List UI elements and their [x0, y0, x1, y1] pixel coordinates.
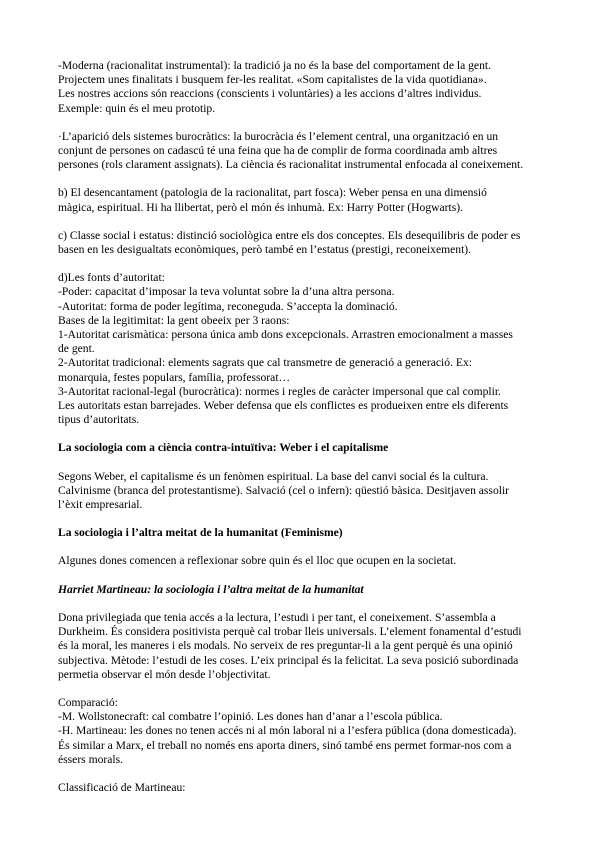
- text-line: -Autoritat: forma de poder legítima, reconeguda. S’accepta la dominació.: [58, 299, 398, 313]
- text-line: monarquia, festes populars, família, professorat…: [58, 370, 291, 384]
- text-line: Bases de la legitimitat: la gent obeeix per 3 raons:: [58, 313, 290, 327]
- text-line: Dona privilegiada que tenia accés a la lectura, l’estudi i per tant, el coneixement. S’assembla a: [58, 610, 496, 624]
- paragraph-comparacio: [58, 696, 548, 767]
- text-line: màgica, espiritual. Hi ha llibertat, però el món és inhumà. Ex: Harry Potter (Hogwarts).: [58, 200, 464, 214]
- section-heading-feminisme: La sociologia i l’altra meitat de la humanitat (Feminisme): [58, 526, 343, 540]
- text-line: Les nostres accions són reaccions (conscients i voluntàries) a les accions d’altres individus.: [58, 87, 482, 101]
- text-line: permetia observar el món desde l’objectivitat.: [58, 667, 271, 681]
- text-line: d)Les fonts d’autoritat:: [58, 271, 165, 285]
- paragraph-desencantament: [58, 186, 548, 214]
- text-line: de gent.: [58, 342, 95, 356]
- text-line: persones (rols clarament assignats). La ciència és racionalitat instrumental enfocada al coneixement.: [58, 158, 524, 172]
- text-line: és la moral, les maneres i els modals. No serveix de res preguntar-li a la gent perquè és una opinió: [58, 639, 513, 653]
- text-line: l’èxit empresarial.: [58, 498, 143, 512]
- paragraph-classificacio: [58, 781, 548, 795]
- paragraph-martineau: [58, 611, 548, 682]
- text-line: Exemple: quin és el meu prototip.: [58, 101, 216, 115]
- paragraph-burocracia: [58, 130, 548, 173]
- text-line: b) El desencantament (patologia de la racionalitat, part fosca): Weber pensa en una dimensió: [58, 186, 487, 200]
- document-page: [58, 59, 548, 795]
- text-line: Algunes dones comencen a reflexionar sobre quin és el lloc que ocupen en la societat.: [58, 554, 457, 568]
- text-line: basen en les desigualtats econòmiques, però també en l’estatus (prestigi, reconeixement).: [58, 243, 472, 257]
- text-line: Segons Weber, el capitalisme és un fenòmen espiritual. La base del canvi social és la cultura.: [58, 469, 489, 483]
- text-line: -Poder: capacitat d’imposar la teva voluntat sobre la d’una altra persona.: [58, 285, 395, 299]
- text-line: c) Classe social i estatus: distinció sociològica entre els dos conceptes. Els desequilibris de poder es: [58, 228, 521, 242]
- paragraph-classe-social: [58, 229, 548, 257]
- text-line: 3-Autoritat racional-legal (burocràtica): normes i regles de caràcter impersonal que cal complir.: [58, 384, 501, 398]
- text-line: subjectiva. Mètode: l’estudi de les coses. L’eix principal és la felicitat. La seva posició subordinada: [58, 653, 519, 667]
- text-line: ·L’aparició dels sistemes burocràtics: la burocràcia és l’element central, una organització en un: [58, 129, 499, 143]
- text-line: Comparació:: [58, 695, 118, 709]
- text-line: Les autoritats estan barrejades. Weber defensa que els conflictes es produeixen entre els diferents: [58, 399, 509, 413]
- text-line: 1-Autoritat carismàtica: persona única amb dons excepcionals. Arrastren emocionalment a masses: [58, 328, 513, 342]
- text-line: Projectem unes finalitats i busquem fer-les realitat. «Som capitalistes de la vida quotidiana».: [58, 73, 487, 87]
- paragraph-dones: [58, 554, 548, 568]
- text-line: conjunt de persones on cadascú té una feina que ha de complir de forma coordinada amb altres: [58, 144, 498, 158]
- text-line: -H. Martineau: les dones no tenen accés ni al món laboral ni a l’esfera pública (dona domesticada).: [58, 724, 517, 738]
- section-heading-martineau: Harriet Martineau: la sociologia i l’altra meitat de la humanitat: [58, 582, 364, 596]
- text-line: Calvinisme (branca del protestantisme). Salvació (cel o infern): qüestió bàsica. Desitjaven assolir: [58, 483, 510, 497]
- section-heading-weber-capitalisme: La sociologia com a ciència contra-intuïtiva: Weber i el capitalisme: [58, 441, 389, 455]
- paragraph-moderna: [58, 59, 548, 116]
- text-line: Durkheim. És considera positivista perquè cal trobar lleis universals. L’element fonamental d’estudi: [58, 625, 522, 639]
- text-line: -M. Wollstonecraft: cal combatre l’opinió. Les dones han d’anar a l’escola pública.: [58, 710, 443, 724]
- text-line: 2-Autoritat tradicional: elements sagrats que cal transmetre de generació a generació. Ex:: [58, 356, 472, 370]
- text-line: És similar a Marx, el treball no només ens aporta diners, sinó també ens permet formar-nos com a: [58, 738, 512, 752]
- text-line: -Moderna (racionalitat instrumental): la tradició ja no és la base del comportament de la gent.: [58, 59, 491, 72]
- paragraph-fonts-autoritat: [58, 271, 548, 427]
- text-line: éssers morals.: [58, 752, 124, 766]
- paragraph-capitalisme: [58, 470, 548, 513]
- text-line: Classificació de Martineau:: [58, 780, 186, 794]
- text-line: tipus d’autoritats.: [58, 413, 140, 427]
